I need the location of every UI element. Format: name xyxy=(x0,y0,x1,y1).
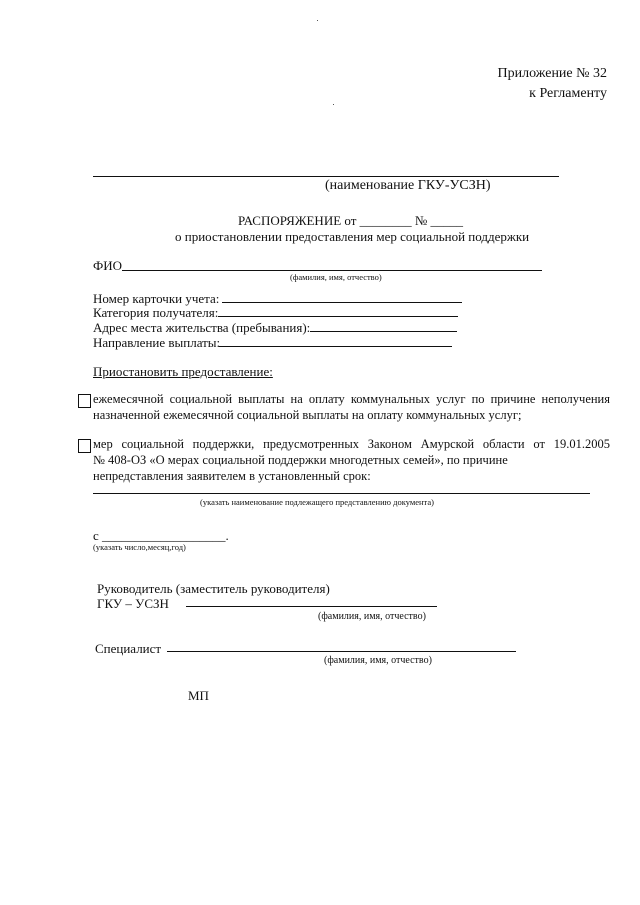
head-line-1: Руководитель (заместитель руководителя) xyxy=(97,581,330,596)
head-line-2: ГКУ – УСЗН xyxy=(97,596,169,611)
payment-direction-line[interactable] xyxy=(219,346,452,347)
org-name-line xyxy=(93,176,559,177)
fio-hint: (фамилия, имя, отчество) xyxy=(290,272,382,282)
stamp-label: МП xyxy=(188,688,209,703)
card-number-line[interactable] xyxy=(222,302,462,303)
head-hint: (фамилия, имя, отчество) xyxy=(318,611,426,622)
recipient-category-line[interactable] xyxy=(218,316,458,317)
org-caption: (наименование ГКУ-УСЗН) xyxy=(325,178,491,193)
order-title: РАСПОРЯЖЕНИЕ от ________ № _____ xyxy=(238,213,464,228)
payment-direction-label: Направление выплаты: xyxy=(93,335,221,350)
option-1-checkbox[interactable] xyxy=(78,394,91,408)
head-signature-line[interactable] xyxy=(186,606,437,607)
address-line[interactable] xyxy=(310,331,457,332)
scan-speck xyxy=(317,20,318,21)
appendix-line-1: Приложение № 32 xyxy=(497,66,607,81)
specialist-signature-line[interactable] xyxy=(167,651,516,652)
option-2-line-3: непредставления заявителем в установленный срок: xyxy=(93,469,371,483)
from-date-hint: (указать число,месяц,год) xyxy=(93,542,186,552)
option-2-line-2: № 408-ОЗ «О мерах социальной поддержки многодетных семей», по причине xyxy=(93,453,508,467)
option-2-checkbox[interactable] xyxy=(78,439,91,453)
option-1-line-1: ежемесячной социальной выплаты на оплату коммунальных услуг по причине неполучения xyxy=(93,392,610,406)
suspend-heading: Приостановить предоставление: xyxy=(93,364,273,379)
option-1-line-2: назначенной ежемесячной социальной выплаты на оплату коммунальных услуг; xyxy=(93,408,522,422)
document-name-line[interactable] xyxy=(93,493,590,494)
specialist-hint: (фамилия, имя, отчество) xyxy=(324,655,432,666)
document-name-hint: (указать наименование подлежащего представлению документа) xyxy=(200,497,434,507)
appendix-line-2: к Регламенту xyxy=(529,86,607,101)
card-number-label: Номер карточки учета: xyxy=(93,291,220,306)
specialist-label: Специалист xyxy=(95,641,162,656)
fio-label: ФИО xyxy=(93,258,123,273)
fio-line[interactable] xyxy=(122,270,542,271)
option-2-line-1: мер социальной поддержки, предусмотренных Законом Амурской области от 19.01.2005 xyxy=(93,437,610,451)
scan-speck xyxy=(333,104,334,105)
recipient-category-label: Категория получателя: xyxy=(93,305,219,320)
from-date-label[interactable]: с ___________________. xyxy=(93,528,229,543)
address-label: Адрес места жительства (пребывания): xyxy=(93,320,311,335)
order-subtitle: о приостановлении предоставления мер социальной поддержки xyxy=(175,229,530,244)
